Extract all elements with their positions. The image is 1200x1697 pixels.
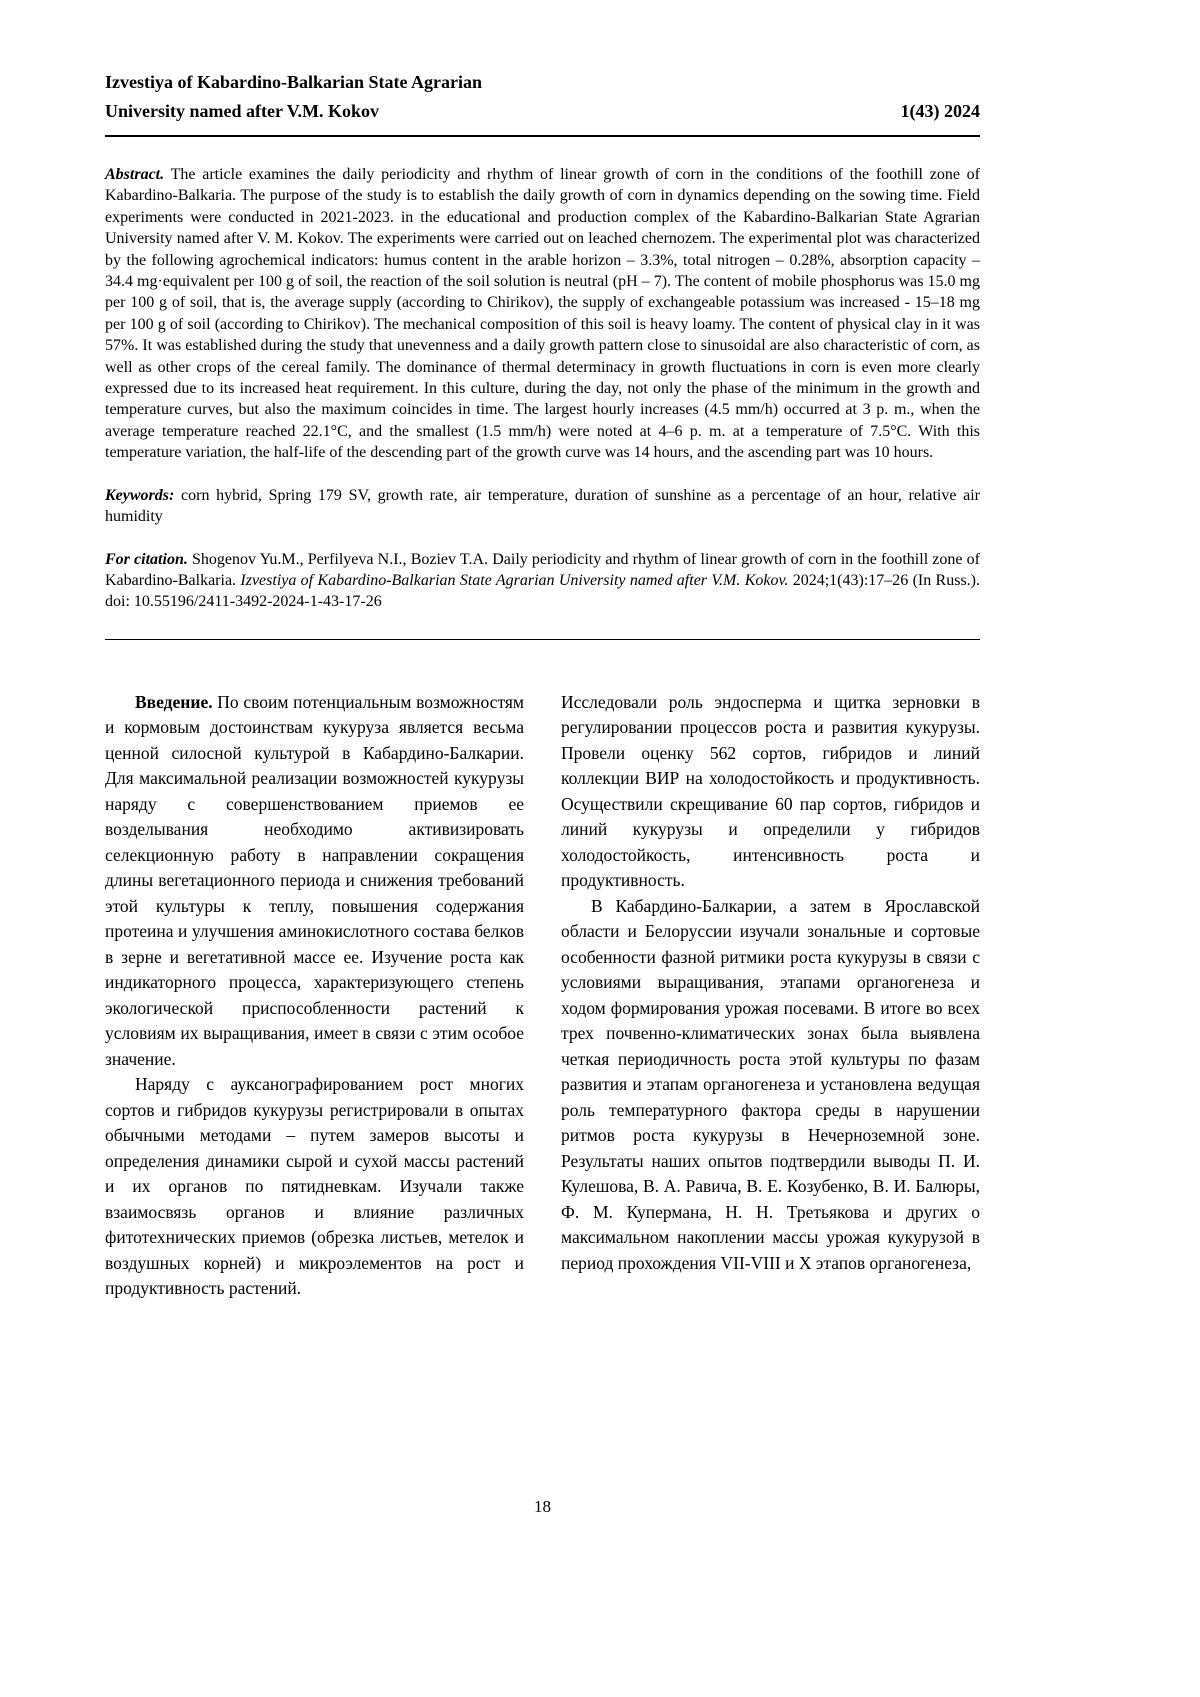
citation-paragraph bbox=[105, 549, 980, 613]
abstract-text: The article examines the daily periodicity and rhythm of linear growth of corn in the conditions of the foothill zone of Kabardino-Balkaria. The purpose of the study is to establish the daily growth of corn in dynamics depending on the sowing time. Field experiments were conducted in 2021-2023. in the educational and production complex of the Kabardino-Balkarian State Agrarian University named after V. M. Kokov. The experiments were carried out on leached chernozem. The experimental plot was characterized by the following agrochemical indicators: humus content in the arable horizon – 3.3%, total nitrogen – 0.28%, absorption capacity – 34.4 mg·equivalent per 100 g of soil, the reaction of the soil solution is neutral (pH – 7). The content of mobile phosphorus was 15.0 mg per 100 g of soil, that is, the average supply (according to Chirikov), the supply of exchangeable potassium was increased - 15–18 mg per 100 g of soil (according to Chirikov). The mechanical composition of this soil is heavy loamy. The content of physical clay in it was 57%. It was established during the study that unevenness and a daily growth pattern close to sinusoidal are also characteristic of corn, as well as other crops of the cereal family. The dominance of thermal determinacy in growth fluctuations in corn is even more clearly expressed due to its increased heat requirement. In this culture, during the day, not only the phase of the minimum in the growth and temperature curves, but also the maximum coincides in time. The largest hourly increases (4.5 mm/h) occurred at 3 p. m., when the average temperature reached 22.1°C, and the smallest (1.5 mm/h) were noted at 4–6 p. m. at a temperature of 7.5°C. With this temperature variation, the half-life of the descending part of the growth curve was 14 hours, and the ascending part was 10 hours. bbox=[105, 166, 980, 462]
right-paragraph-2: В Кабардино-Балкарии, а затем в Ярославской области и Белоруссии изучали зональные и сортовые особенности фазной ритмики роста кукурузы в связи с условиями выращивания, этапами органогенеза и ходом формирования урожая посевами. В итоге во всех трех почвенно-климатических зонах была выявлена четкая периодичность роста этой культуры по фазам развития и этапам органогенеза и установлена ведущая роль температурного фактора среды в нарушении ритмов роста кукурузы в Нечерноземной зоне. Результаты наших опытов подтвердили выводы П. И. Кулешова, В. А. Равича, В. Е. Козубенко, В. И. Балюры, Ф. М. Купермана, Н. Н. Третьякова и других о максимальном накоплении массы урожая кукурузой в период прохождения VII-VIII и X этапов органогенеза, bbox=[561, 895, 980, 1273]
intro-text: По своим потенциальным возможностям и кормовым достоинствам кукуруза является весьма ценной силосной культурой в Кабардино-Балкарии. Для максимальной реализации возможностей кукурузы наряду с совершенствованием приемов ее возделывания необходимо активизировать селекционную работу в направлении сокращения длины вегетационного периода и снижения требований этой культуры к теплу, повышения содержания протеина и улучшения аминокислотного состава белков в зерне и вегетативной массе ее. Изучение роста как индикаторного процесса, характеризующего степень экологической приспособленности растений к условиям их выращивания, имеет в связи с этим особое значение. bbox=[105, 691, 524, 1069]
citation-label: For citation. bbox=[105, 550, 188, 568]
issue-number: 1(43) 2024 bbox=[900, 101, 980, 121]
journal-header bbox=[105, 0, 980, 137]
page-number: 18 bbox=[534, 1497, 551, 1516]
abstract-paragraph bbox=[105, 164, 980, 464]
journal-title-row2 bbox=[105, 97, 980, 126]
intro-lead-word: Введение. bbox=[135, 691, 213, 712]
page-content bbox=[105, 0, 980, 1302]
citation-authors-title: Shogenov Yu.M., Perfilyeva N.I., Boziev T.A. Daily periodicity and rhythm of linear growth of corn in the foothill zone of Kabardino-Balkaria. bbox=[105, 550, 980, 589]
left-column bbox=[105, 690, 524, 1302]
keywords-paragraph bbox=[105, 485, 980, 528]
abstract-label: Abstract. bbox=[105, 166, 165, 183]
left-paragraph-2: Наряду с ауксанографированием рост многих сортов и гибридов кукурузы регистрировали в опытах обычными методами – путем замеров высоты и определения динамики сырой и сухой массы растений и их органов по пятидневкам. Изучали также взаимосвязь органов и влияние различных фитотехнических приемов (обрезка листьев, метелок и воздушных корней) и микроэлементов на рост и продуктивность растений. bbox=[105, 1074, 524, 1299]
right-paragraph-1: Исследовали роль эндосперма и щитка зерновки в регулировании процессов роста и развития кукурузы. Провели оценку 562 сортов, гибридов и линий коллекции ВИР на холодостойкость и продуктивность. Осуществили скрещивание 60 пар сортов, гибридов и линий кукурузы и определили у гибридов холодостойкость, интенсивность роста и продуктивность. bbox=[561, 691, 980, 891]
right-column bbox=[561, 690, 980, 1302]
article-body-columns bbox=[105, 690, 980, 1302]
citation-issue-doi: 2024;1(43):17–26 (In Russ.). doi: 10.55196/2411-3492-2024-1-43-17-26 bbox=[105, 571, 981, 611]
citation-journal-name: Izvestiya of Kabardino-Balkarian State Agrarian University named after V.M. Kokov. bbox=[240, 571, 789, 589]
journal-title-line1: Izvestiya of Kabardino-Balkarian State Agrarian bbox=[105, 72, 482, 92]
section-divider-rule bbox=[105, 639, 980, 640]
header-rule bbox=[105, 135, 980, 137]
keywords-text: corn hybrid, Spring 179 SV, growth rate, air temperature, duration of sunshine as a percentage of an hour, relative air humidity bbox=[105, 486, 981, 526]
journal-title-line2: University named after V.M. Kokov bbox=[105, 101, 379, 121]
intro-paragraph bbox=[105, 690, 524, 1073]
keywords-label: Keywords: bbox=[105, 486, 175, 504]
